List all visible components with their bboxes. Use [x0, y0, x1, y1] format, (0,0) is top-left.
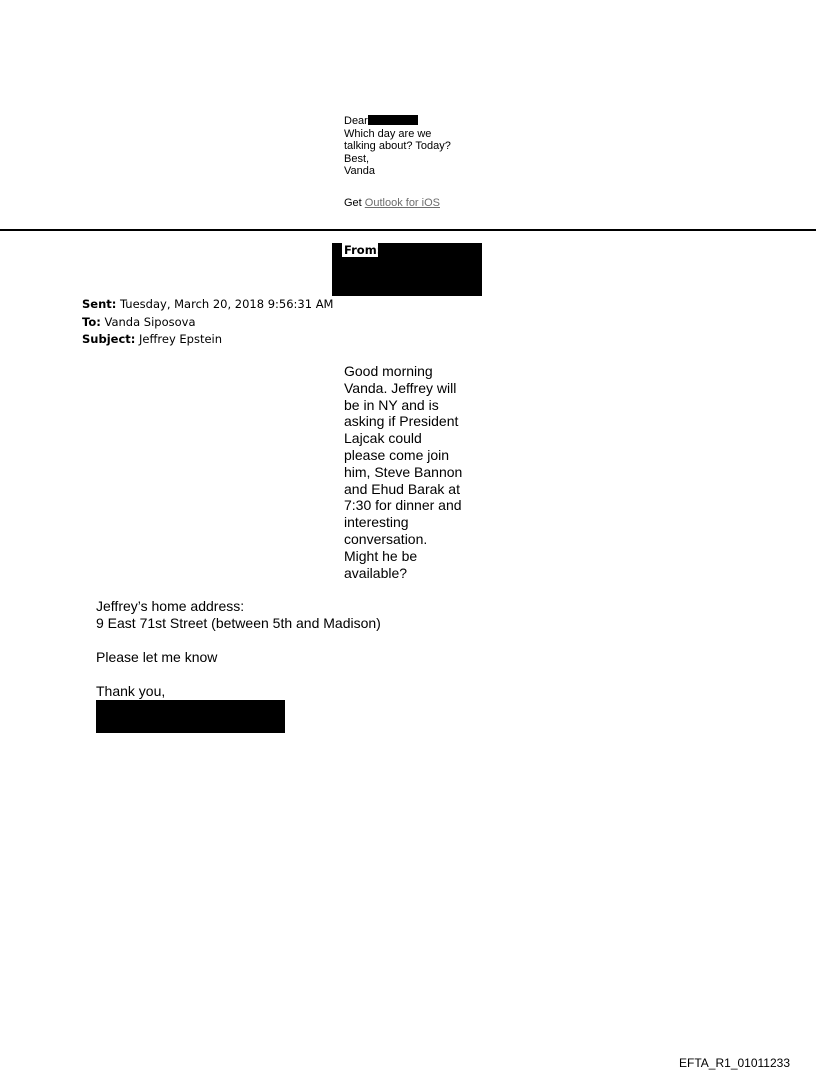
body-line: Good morning [344, 363, 433, 379]
reply-greeting-line [344, 115, 451, 128]
thank-you-line: Thank you, [96, 683, 166, 699]
to-field [82, 314, 333, 332]
body-line: interesting [344, 514, 409, 531]
body-line: him, Steve Bannon [344, 463, 463, 480]
body-line: please come join [344, 446, 450, 463]
body-line: Might he be [344, 547, 418, 564]
from-label: From: [344, 243, 382, 257]
signature-redaction-box [96, 700, 285, 733]
body-line: and Ehud Barak at [344, 480, 460, 497]
reply-line: Best, [344, 152, 370, 165]
to-value: Vanda Siposova [104, 314, 196, 329]
reply-line: Vanda [344, 165, 375, 177]
body-line: 7:30 for dinner and [344, 497, 462, 514]
subject-field [82, 331, 333, 349]
body-line: be in NY and is [344, 396, 439, 413]
outlook-for-ios-link[interactable]: Outlook for iOS [364, 197, 440, 209]
reply-line: talking about? Today? [344, 140, 451, 152]
email-header-fields [82, 296, 333, 349]
sent-field [82, 296, 333, 314]
body-line: Lajcak could [344, 430, 422, 447]
sent-label: Sent: [82, 297, 117, 311]
message-divider [0, 229, 816, 231]
body-line: asking if President [344, 413, 459, 430]
subject-value: Jeffrey Epstein [139, 332, 223, 346]
original-message-body [344, 363, 462, 581]
address-value: 9 East 71st Street (between 5th and Madison) [96, 615, 381, 631]
get-outlook-line [344, 197, 440, 210]
document-id: EFTA_R1_01011233 [679, 1056, 790, 1070]
reply-message [344, 115, 451, 178]
home-address-block [96, 598, 381, 632]
reply-greeting: Dear [344, 115, 368, 127]
let-me-know-line: Please let me know [96, 649, 218, 665]
redaction-box [368, 115, 418, 125]
body-line: available? [344, 564, 408, 581]
subject-label: Subject: [82, 332, 136, 346]
reply-line: Which day are we [344, 127, 432, 140]
body-line: conversation. [344, 530, 428, 547]
sent-value: Tuesday, March 20, 2018 9:56:31 AM [120, 297, 334, 311]
address-label: Jeffrey’s home address: [96, 598, 245, 614]
body-line: Vanda. Jeffrey will [344, 379, 457, 396]
to-label: To: [82, 314, 101, 329]
get-prefix: Get [344, 197, 365, 209]
